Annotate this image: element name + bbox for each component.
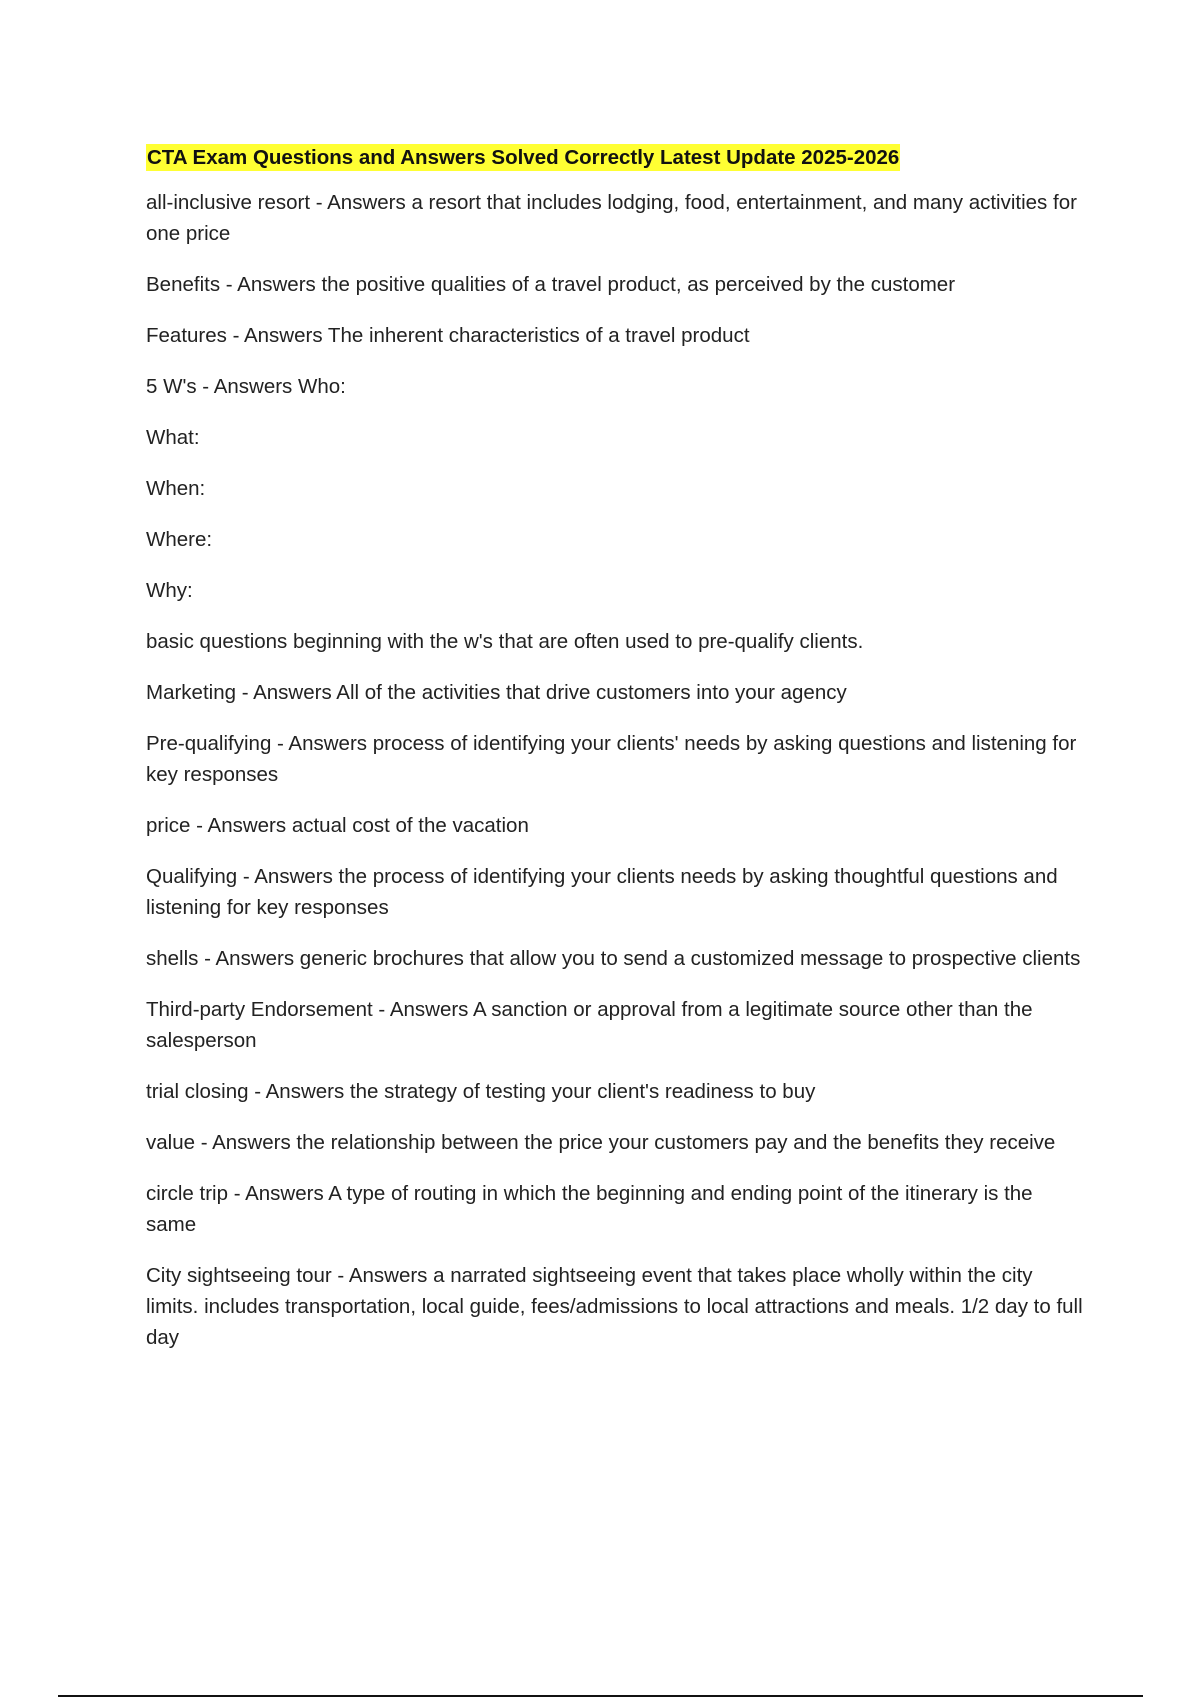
entry-where: Where: xyxy=(146,528,213,551)
entry-what: What: xyxy=(146,426,200,449)
document-title-text: CTA Exam Questions and Answers Solved Correctly Latest Update 2025-2026 xyxy=(147,146,900,169)
entry-value: value - Answers the relationship between the price your customers pay and the benefits they receive xyxy=(146,1131,1056,1154)
entry-when: When: xyxy=(146,477,206,500)
entry-pre-qualifying: Pre-qualifying - Answers process of identifying your clients' needs by asking questions and listening for key responses xyxy=(146,732,1077,786)
entry-all-inclusive-resort: all-inclusive resort - Answers a resort that includes lodging, food, entertainment, and many activities for one price xyxy=(146,191,1077,245)
entry-third-party-endorsement: Third-party Endorsement - Answers A sanction or approval from a legitimate source other than the salesperson xyxy=(146,998,1033,1052)
entry-basic-questions: basic questions beginning with the w's that are often used to pre-qualify clients. xyxy=(146,630,864,653)
footer-divider xyxy=(58,1695,1143,1697)
document-body xyxy=(146,142,1086,1373)
entry-why: Why: xyxy=(146,579,193,602)
entry-marketing: Marketing - Answers All of the activities that drive customers into your agency xyxy=(146,681,847,704)
entry-trial-closing: trial closing - Answers the strategy of testing your client's readiness to buy xyxy=(146,1080,816,1103)
entry-features: Features - Answers The inherent characteristics of a travel product xyxy=(146,324,750,347)
entry-price: price - Answers actual cost of the vacation xyxy=(146,814,529,837)
entry-shells: shells - Answers generic brochures that allow you to send a customized message to prospective clients xyxy=(146,947,1081,970)
entry-city-sightseeing-tour: City sightseeing tour - Answers a narrated sightseeing event that takes place wholly within the city limits. includes transportation, local guide, fees/admissions to local attractions and meals. 1/2 day to full day xyxy=(146,1264,1083,1349)
entry-5-ws: 5 W's - Answers Who: xyxy=(146,375,346,398)
entry-qualifying: Qualifying - Answers the process of identifying your clients needs by asking thoughtful questions and listening for key responses xyxy=(146,865,1058,919)
document-title xyxy=(146,142,1086,174)
entry-circle-trip: circle trip - Answers A type of routing in which the beginning and ending point of the itinerary is the same xyxy=(146,1182,1033,1236)
entry-benefits: Benefits - Answers the positive qualities of a travel product, as perceived by the customer xyxy=(146,273,956,296)
